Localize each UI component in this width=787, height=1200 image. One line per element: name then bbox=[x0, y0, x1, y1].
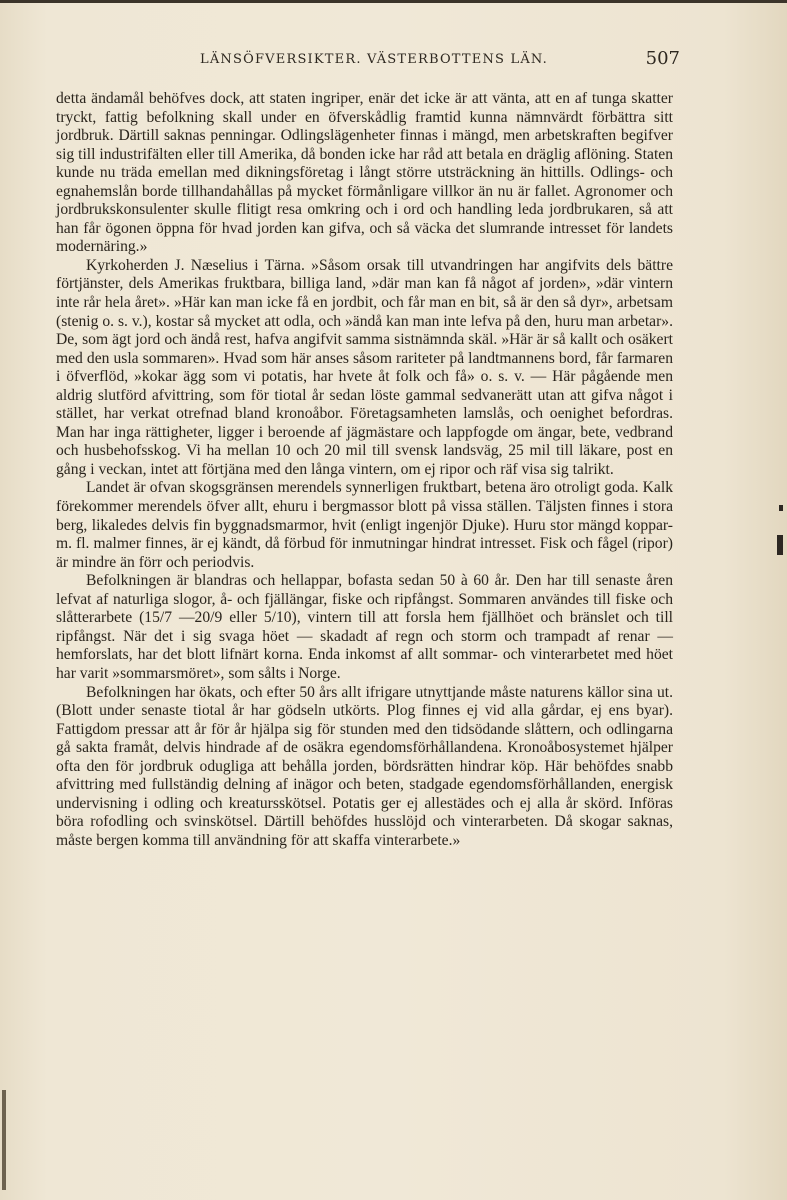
top-rule bbox=[0, 0, 787, 3]
paragraph-5: Befolkningen har ökats, och efter 50 års allt ifrigare utnyttjande måste naturens källor sina ut. (Blott under senaste tiotal år har gödseln utkörts. Plog finnes ej vid alla gårdar, ej ens byar). Fattigdom pressar att år för år hjälpa sig för stunden med den tidsödande slåttern, och odlingarna gå sakta framåt, delvis hindrade af de osäkra egendomsförhållandena. Kronoåbosystemet hjälper ofta den för jordbruk odugliga att behålla jorden, bördsrätten hindrar köp. Här behöfdes snabb afvittring med fullständig delning af inägor och beten, stadgade egendomsförhållanden, energisk undervisning i odling och kreatursskötsel. Potatis ger ej allestädes och ej alla år skörd. Införas böra rofodling och svinskötsel. Därtill behöfdes husslöjd och vinterarbeten. Då skogar saknas, måste bergen komma till användning för att skaffa vinterarbete.» bbox=[56, 683, 673, 849]
edge-mark bbox=[2, 1090, 6, 1190]
paragraph-4: Befolkningen är blandras och hellappar, bofasta sedan 50 à 60 år. Den har till senaste åren lefvat af naturliga slogor, å- och fjällängar, fiske och ripfångst. Sommaren användes till fiske och slåtterarbete (15/7 —20/9 eller 5/10), vintern till att forsla hem fjällhöet och bränslet och till ripfångst. När det i sig svaga höet — skadadt af regn och storm och trampadt af renar — hemforslats, har det blott lifnärt korna. Enda inkomst af allt sommar- och vinterarbetet med höet har varit »sommarsmöret», som sålts i Norge. bbox=[56, 572, 673, 682]
edge-mark bbox=[777, 535, 783, 555]
paragraph-1: detta ändamål behöfves dock, att staten ingriper, enär det icke är att vänta, att en af tunga skatter tryckt, fattig befolkning skall under en öfverskådlig framtid kunna nämnvärdt förbättra sitt jordbruk. Därtill saknas penningar. Odlingslägenheter finnas i mängd, men arbetskraften begifver sig till industrifälten eller till Amerika, då bonden icke har råd att betala en dräglig aflöning. Staten kunde nu träda emellan med dikningsföretag i långt större utsträckning än hittills. Odlings- och egnahemslån borde tillhandahållas på mycket förmånligare villkor än nu är fallet. Agronomer och jordbrukskonsulenter skulle flitigt resa omkring och i ord och handling leda jordbrukaren, så att han får ögonen öppna för hvad jorden kan gifva, och så väcka det slumrande intresset för landets modernäring.» bbox=[56, 90, 673, 256]
body-text bbox=[56, 90, 673, 850]
page-header bbox=[200, 48, 680, 72]
paragraph-3: Landet är ofvan skogsgränsen merendels synnerligen fruktbart, betena äro otroligt goda. Kalk förekommer merendels öfver allt, ehuru i bergmassor blott på vissa ställen. Täljsten finnes i stora berg, likaledes delvis fin byggnadsmarmor, hvit (enligt ingenjör Djuke). Huru stor mängd koppar- m. fl. malmer finnes, är ej kändt, då förbud för inmutningar hindrat intresset. Fisk och fågel (ripor) är mindre än förr och periodvis. bbox=[56, 479, 673, 571]
page-number: 507 bbox=[645, 48, 680, 69]
edge-mark bbox=[779, 505, 783, 511]
paragraph-2: Kyrkoherden J. Næselius i Tärna. »Såsom orsak till utvandringen har angifvits dels bättre förtjänster, dels Amerikas fruktbara, billiga land, »där man kan få något af jorden», »där vintern inte rår hela året». »Här kan man icke få en jordbit, och får man en bit, så är den så dyr», arbetsam (stenig o. s. v.), kostar så mycket att odla, och »ändå kan man inte lefva på den, huru man arbetar». De, som ägt jord och ändå rest, hafva angifvit samma sistnämnda skäl. »Här är så kallt och osäkert med den usla sommaren». Hvad som här anses såsom rariteter på landtmannens bord, får farmaren i öfverflöd, »kokar ägg som vi potatis, har hvete åt folk och få» o. s. v. — Här pågående men aldrig slutförd afvittring, som för tiotal år sedan löste gammal sedvanerätt utan att gifva något i stället, har verkat otrefnad bland kronoåbor. Företagsamheten lamslås, och oenighet befordras. Man har inga rättigheter, ligger i beroende af jägmästare och lappfogde om ängar, bete, vedbrand och husbehofsskog. Vi ha mellan 10 och 20 mil till svensk landsväg, 25 mil till läkare, post en gång i veckan, intet att förtjäna med den långa vintern, om ej ripor och räf visa sig talrikt. bbox=[56, 256, 673, 478]
running-head: LÄNSÖFVERSIKTER. VÄSTERBOTTENS LÄN. bbox=[200, 52, 548, 67]
